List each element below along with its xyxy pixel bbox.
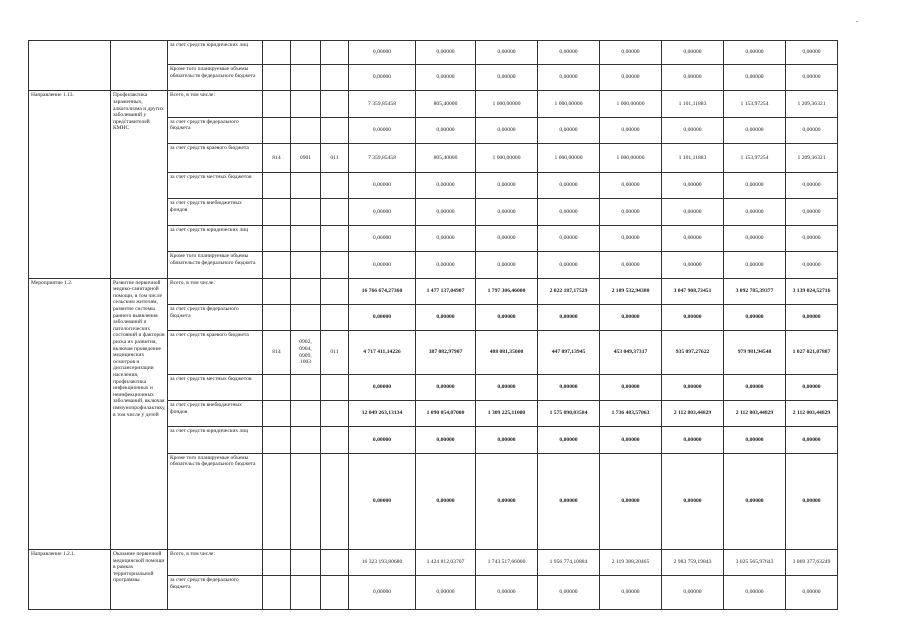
- value-cell: 0,00000: [538, 374, 600, 400]
- name-cell: [111, 41, 168, 91]
- table-body: [29, 41, 838, 610]
- code-cell: [263, 199, 291, 225]
- value-cell: 0,00000: [416, 41, 476, 65]
- code-cell: [263, 278, 291, 304]
- code-cell: [291, 305, 321, 331]
- value-cell: 0,00000: [476, 374, 538, 400]
- value-cell: 453 049,37317: [600, 331, 662, 374]
- value-cell: 0,00000: [349, 41, 416, 65]
- code-cell: [263, 173, 291, 199]
- source-cell: за счет средств федерального бюджета: [168, 305, 263, 331]
- code-cell: [263, 427, 291, 453]
- code-cell: [321, 199, 349, 225]
- value-cell: 0,00000: [786, 41, 838, 65]
- value-cell: 0,00000: [662, 374, 724, 400]
- value-cell: 805,40000: [416, 144, 476, 173]
- value-cell: 0,00000: [786, 576, 838, 610]
- value-cell: 0,00000: [724, 305, 786, 331]
- code-cell: [321, 117, 349, 143]
- name-cell: Развитие первичной медико-санитарной помощи, в том числе сельским жителям, развитие системы раннего выявления заболеваний и патологических состояний и факторов риска их развития, включая проведение медицинских осмотров и диспансеризации населения, профилактика инфекционных и неинфекционных заболеваний, включая иммунопрофилактику, в том числе у детей: [111, 278, 168, 549]
- source-cell: Кроме того планируемые объемы обязательств федерального бюджета: [168, 65, 263, 91]
- section-cell: Направление 1.2.1.: [29, 549, 111, 609]
- code-cell: [291, 91, 321, 117]
- value-cell: 0,00000: [786, 252, 838, 278]
- value-cell: 1 000,00000: [600, 91, 662, 117]
- value-cell: 0,00000: [600, 199, 662, 225]
- value-cell: 3 092 785,39377: [724, 278, 786, 304]
- value-cell: 1 101,11883: [662, 91, 724, 117]
- value-cell: 3 069 377,63249: [786, 549, 838, 575]
- value-cell: 0,00000: [600, 65, 662, 91]
- value-cell: 12 049 263,13134: [349, 401, 416, 427]
- code-cell: [263, 91, 291, 117]
- value-cell: 0,00000: [349, 199, 416, 225]
- value-cell: 0,00000: [600, 427, 662, 453]
- value-cell: 1 000,00000: [600, 144, 662, 173]
- value-cell: 1 000,00000: [476, 91, 538, 117]
- value-cell: 0,00000: [416, 65, 476, 91]
- value-cell: 0,00000: [416, 374, 476, 400]
- value-cell: 0,00000: [476, 173, 538, 199]
- value-cell: 1 209,36321: [786, 144, 838, 173]
- code-cell: 814: [263, 331, 291, 374]
- value-cell: 0,00000: [600, 305, 662, 331]
- value-cell: 0,00000: [724, 427, 786, 453]
- name-cell: Профилактика зараженных, алкоголизма и других заболеваний у представителей КМНС: [111, 91, 168, 278]
- code-cell: [291, 41, 321, 65]
- value-cell: 1 743 517,66000: [476, 549, 538, 575]
- code-cell: [263, 549, 291, 575]
- value-cell: 2 112 803,44829: [724, 401, 786, 427]
- value-cell: 447 097,13945: [538, 331, 600, 374]
- value-cell: 0,00000: [416, 305, 476, 331]
- value-cell: 0,00000: [662, 117, 724, 143]
- value-cell: 0,00000: [724, 453, 786, 549]
- code-cell: [263, 41, 291, 65]
- code-cell: [263, 305, 291, 331]
- code-cell: [321, 278, 349, 304]
- value-cell: 1 209,36321: [786, 91, 838, 117]
- source-cell: Всего, в том числе:: [168, 549, 263, 575]
- value-cell: 1 309 225,11000: [476, 401, 538, 427]
- source-cell: за счет средств внебюджетных фондов: [168, 401, 263, 427]
- code-cell: [291, 374, 321, 400]
- value-cell: 0,00000: [349, 173, 416, 199]
- code-cell: 0901: [291, 144, 321, 173]
- source-cell: за счет средств юридических лиц: [168, 41, 263, 65]
- value-cell: 0,00000: [349, 427, 416, 453]
- value-cell: 0,00000: [349, 117, 416, 143]
- value-cell: 0,00000: [349, 225, 416, 251]
- value-cell: 16 766 674,27360: [349, 278, 416, 304]
- value-cell: 0,00000: [600, 576, 662, 610]
- value-cell: 0,00000: [662, 576, 724, 610]
- value-cell: 0,00000: [476, 453, 538, 549]
- value-cell: 0,00000: [416, 427, 476, 453]
- value-cell: 0,00000: [600, 374, 662, 400]
- value-cell: 0,00000: [724, 41, 786, 65]
- value-cell: 0,00000: [724, 576, 786, 610]
- value-cell: 1 575 090,03584: [538, 401, 600, 427]
- value-cell: 0,00000: [349, 453, 416, 549]
- value-cell: 0,00000: [538, 252, 600, 278]
- code-cell: [321, 65, 349, 91]
- section-cell: Направление 1.13.: [29, 91, 111, 278]
- value-cell: 0,00000: [724, 252, 786, 278]
- value-cell: 1 090 054,07000: [416, 401, 476, 427]
- value-cell: 0,00000: [349, 65, 416, 91]
- code-cell: [291, 427, 321, 453]
- value-cell: 0,00000: [786, 173, 838, 199]
- code-cell: [263, 374, 291, 400]
- value-cell: 1 000,00000: [538, 144, 600, 173]
- code-cell: [321, 401, 349, 427]
- value-cell: 0,00000: [724, 374, 786, 400]
- value-cell: 0,00000: [476, 199, 538, 225]
- value-cell: 1 956 774,10884: [538, 549, 600, 575]
- value-cell: 0,00000: [538, 305, 600, 331]
- value-cell: 1 027 021,07887: [786, 331, 838, 374]
- code-cell: [291, 173, 321, 199]
- value-cell: 0,00000: [600, 173, 662, 199]
- value-cell: 1 000,00000: [538, 91, 600, 117]
- source-cell: за счет средств местных бюджетов: [168, 374, 263, 400]
- value-cell: 0,00000: [724, 65, 786, 91]
- value-cell: 1 477 137,04907: [416, 278, 476, 304]
- value-cell: 0,00000: [662, 199, 724, 225]
- code-cell: [321, 173, 349, 199]
- value-cell: 0,00000: [476, 41, 538, 65]
- value-cell: 0,00000: [538, 65, 600, 91]
- value-cell: 2 022 187,17529: [538, 278, 600, 304]
- source-cell: за счет средств юридических лиц: [168, 225, 263, 251]
- value-cell: 0,00000: [416, 225, 476, 251]
- value-cell: 0,00000: [662, 173, 724, 199]
- code-cell: [291, 225, 321, 251]
- code-cell: [263, 401, 291, 427]
- table-row: [29, 549, 838, 575]
- code-cell: [321, 41, 349, 65]
- source-cell: за счет средств внебюджетных фондов: [168, 199, 263, 225]
- value-cell: 0,00000: [476, 252, 538, 278]
- value-cell: 805,40000: [416, 91, 476, 117]
- value-cell: 0,00000: [662, 252, 724, 278]
- value-cell: 0,00000: [538, 225, 600, 251]
- value-cell: 0,00000: [786, 374, 838, 400]
- value-cell: 0,00000: [538, 173, 600, 199]
- code-cell: [263, 65, 291, 91]
- value-cell: 0,00000: [724, 225, 786, 251]
- value-cell: 2 189 532,94380: [600, 278, 662, 304]
- code-cell: 0902, 0904, 0909, 1003: [291, 331, 321, 374]
- corner-mark: -: [856, 17, 859, 25]
- code-cell: [321, 252, 349, 278]
- code-cell: [263, 252, 291, 278]
- code-cell: [291, 453, 321, 549]
- value-cell: 1 000,00000: [476, 144, 538, 173]
- value-cell: 0,00000: [786, 453, 838, 549]
- value-cell: 0,00000: [538, 41, 600, 65]
- value-cell: 0,00000: [662, 41, 724, 65]
- value-cell: 0,00000: [600, 252, 662, 278]
- value-cell: 0,00000: [786, 199, 838, 225]
- code-cell: [263, 576, 291, 610]
- table-row: [29, 41, 838, 65]
- value-cell: 0,00000: [416, 199, 476, 225]
- code-cell: [321, 549, 349, 575]
- code-cell: [321, 576, 349, 610]
- source-cell: за счет средств краевого бюджета: [168, 331, 263, 374]
- code-cell: [291, 117, 321, 143]
- source-cell: Кроме того планируемые объемы обязательств федерального бюджета: [168, 453, 263, 549]
- value-cell: 1 101,11883: [662, 144, 724, 173]
- value-cell: 0,00000: [600, 117, 662, 143]
- code-cell: [291, 401, 321, 427]
- value-cell: 0,00000: [349, 374, 416, 400]
- value-cell: 0,00000: [416, 576, 476, 610]
- value-cell: 0,00000: [476, 65, 538, 91]
- code-cell: [321, 427, 349, 453]
- value-cell: 3 139 024,52716: [786, 278, 838, 304]
- value-cell: 0,00000: [786, 427, 838, 453]
- code-cell: [291, 549, 321, 575]
- code-cell: 814: [263, 144, 291, 173]
- value-cell: 4 717 411,14226: [349, 331, 416, 374]
- table-row: [29, 278, 838, 304]
- value-cell: 3 025 565,97643: [724, 549, 786, 575]
- value-cell: 0,00000: [416, 117, 476, 143]
- value-cell: 0,00000: [476, 305, 538, 331]
- value-cell: 0,00000: [416, 453, 476, 549]
- value-cell: 0,00000: [416, 173, 476, 199]
- value-cell: 7 359,85458: [349, 91, 416, 117]
- value-cell: 387 082,97907: [416, 331, 476, 374]
- source-cell: Кроме того планируемые объемы обязательств федерального бюджета: [168, 252, 263, 278]
- value-cell: 0,00000: [786, 225, 838, 251]
- value-cell: 0,00000: [600, 41, 662, 65]
- code-cell: [263, 117, 291, 143]
- code-cell: [321, 453, 349, 549]
- value-cell: 0,00000: [538, 576, 600, 610]
- value-cell: 0,00000: [662, 427, 724, 453]
- source-cell: за счет средств юридических лиц: [168, 427, 263, 453]
- value-cell: 0,00000: [662, 225, 724, 251]
- code-cell: 011: [321, 144, 349, 173]
- value-cell: 0,00000: [786, 305, 838, 331]
- value-cell: 2 112 803,44829: [662, 401, 724, 427]
- value-cell: 0,00000: [476, 225, 538, 251]
- code-cell: [291, 576, 321, 610]
- value-cell: 1 153,97254: [724, 91, 786, 117]
- value-cell: 0,00000: [349, 252, 416, 278]
- code-cell: [263, 225, 291, 251]
- value-cell: 1 153,97254: [724, 144, 786, 173]
- value-cell: 2 112 003,44829: [786, 401, 838, 427]
- value-cell: 0,00000: [662, 65, 724, 91]
- source-cell: за счет средств краевого бюджета: [168, 144, 263, 173]
- value-cell: 488 081,35000: [476, 331, 538, 374]
- value-cell: 2 983 759,19843: [662, 549, 724, 575]
- value-cell: 7 359,85458: [349, 144, 416, 173]
- value-cell: 935 097,27622: [662, 331, 724, 374]
- code-cell: [321, 374, 349, 400]
- value-cell: 0,00000: [600, 225, 662, 251]
- value-cell: 0,00000: [786, 117, 838, 143]
- value-cell: 3 047 908,73451: [662, 278, 724, 304]
- source-cell: за счет средств местных бюджетов: [168, 173, 263, 199]
- value-cell: 0,00000: [600, 453, 662, 549]
- source-cell: Всего, в том числе:: [168, 91, 263, 117]
- value-cell: 0,00000: [662, 305, 724, 331]
- table-row: [29, 91, 838, 117]
- value-cell: 0,00000: [662, 453, 724, 549]
- value-cell: 16 323 193,80680: [349, 549, 416, 575]
- value-cell: 0,00000: [786, 65, 838, 91]
- value-cell: 1 797 306,46000: [476, 278, 538, 304]
- value-cell: 0,00000: [476, 117, 538, 143]
- code-cell: [263, 453, 291, 549]
- value-cell: 0,00000: [724, 173, 786, 199]
- source-cell: за счет средств федерального бюджета: [168, 576, 263, 610]
- source-cell: за счет средств федерального бюджета: [168, 117, 263, 143]
- budget-table: [28, 40, 838, 610]
- code-cell: [291, 278, 321, 304]
- value-cell: 0,00000: [349, 305, 416, 331]
- value-cell: 1 424 812,03707: [416, 549, 476, 575]
- value-cell: 1 736 483,57063: [600, 401, 662, 427]
- value-cell: 0,00000: [538, 453, 600, 549]
- code-cell: [321, 91, 349, 117]
- code-cell: [291, 252, 321, 278]
- value-cell: 0,00000: [538, 427, 600, 453]
- source-cell: Всего, в том числе:: [168, 278, 263, 304]
- section-cell: [29, 41, 111, 91]
- code-cell: [291, 65, 321, 91]
- code-cell: [321, 225, 349, 251]
- code-cell: [321, 305, 349, 331]
- section-cell: Мероприятие 1.2.: [29, 278, 111, 549]
- value-cell: 979 981,94548: [724, 331, 786, 374]
- value-cell: 0,00000: [416, 252, 476, 278]
- value-cell: 0,00000: [349, 576, 416, 610]
- name-cell: Оказание первичной медицинской помощи в рамках территориальной программы: [111, 549, 168, 609]
- value-cell: 0,00000: [476, 427, 538, 453]
- value-cell: 2 119 388,20465: [600, 549, 662, 575]
- value-cell: 0,00000: [476, 576, 538, 610]
- value-cell: 0,00000: [724, 117, 786, 143]
- value-cell: 0,00000: [538, 117, 600, 143]
- code-cell: [291, 199, 321, 225]
- value-cell: 0,00000: [538, 199, 600, 225]
- value-cell: 0,00000: [724, 199, 786, 225]
- code-cell: 011: [321, 331, 349, 374]
